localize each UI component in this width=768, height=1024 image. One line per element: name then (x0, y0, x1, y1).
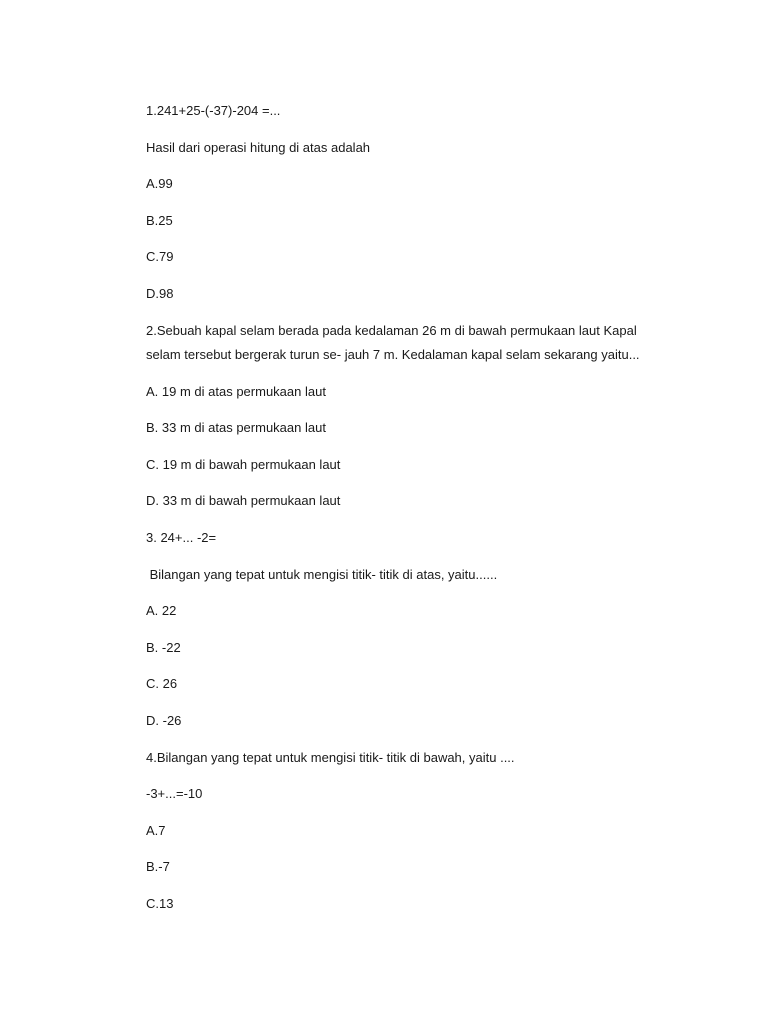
question-2-prompt: 2.Sebuah kapal selam berada pada kedalaman 26 m di bawah permukaan laut Kapal selam tersebut bergerak turun se- jauh 7 m. Kedalaman kapal selam sekarang yaitu... (146, 322, 640, 362)
question-1-option-b: B.25 (146, 212, 173, 228)
question-2-option-a: A. 19 m di atas permukaan laut (146, 383, 326, 399)
question-2-option-c: C. 19 m di bawah permukaan laut (146, 456, 341, 472)
question-1-prompt: Hasil dari operasi hitung di atas adalah (146, 139, 371, 155)
question-2-option-b: B. 33 m di atas permukaan laut (146, 420, 326, 436)
document-content (146, 102, 646, 931)
question-1-option-d: D.98 (146, 285, 174, 301)
question-1-option-c: C.79 (146, 249, 174, 265)
question-1-option-a: A.99 (146, 176, 173, 192)
question-3-prompt: Bilangan yang tepat untuk mengisi titik- titik di atas, yaitu...... (146, 566, 498, 582)
question-4-expression: -3+...=-10 (146, 786, 203, 802)
question-4-option-a: A.7 (146, 822, 166, 838)
question-3-option-b: B. -22 (146, 639, 181, 655)
question-3-option-a: A. 22 (146, 603, 177, 619)
question-3-option-c: C. 26 (146, 676, 178, 692)
question-4-prompt: 4.Bilangan yang tepat untuk mengisi titik- titik di bawah, yaitu .... (146, 749, 515, 765)
question-4-option-c: C.13 (146, 895, 174, 911)
question-3-expression: 3. 24+... -2= (146, 529, 217, 545)
question-3-option-d: D. -26 (146, 712, 182, 728)
question-1-expression: 1.241+25-(-37)-204 =... (146, 103, 281, 118)
question-4-option-b: B.-7 (146, 859, 170, 875)
question-2-option-d: D. 33 m di bawah permukaan laut (146, 493, 341, 509)
